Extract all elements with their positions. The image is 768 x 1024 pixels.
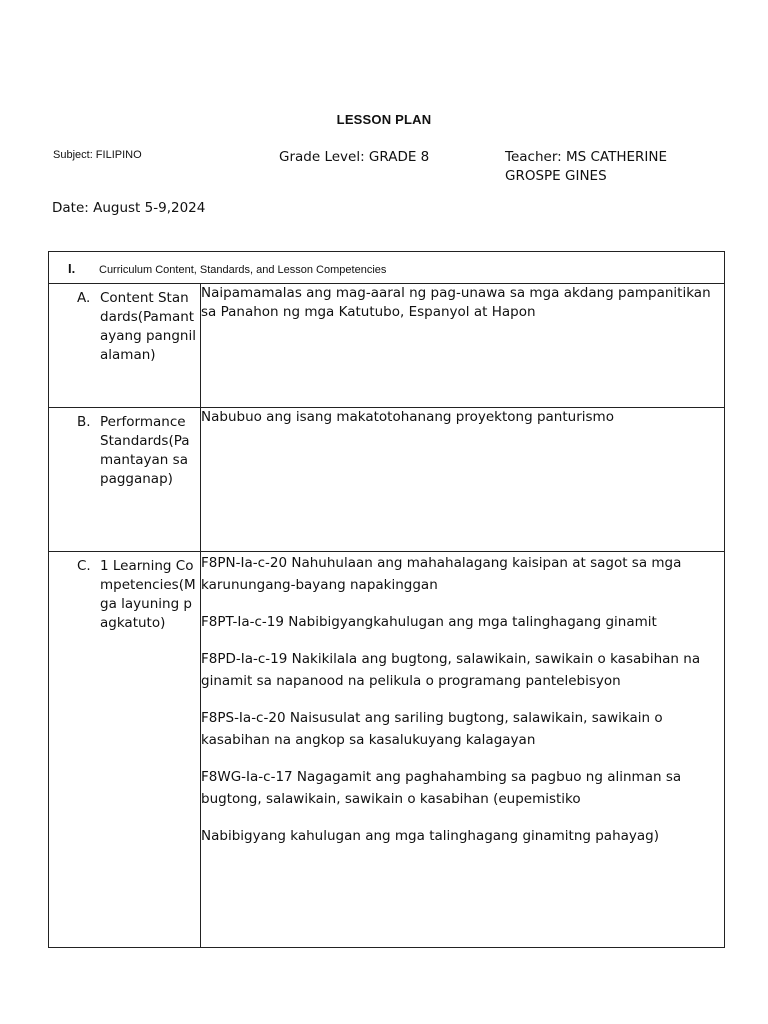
teacher-field: Teacher: MS CATHERINE GROSPE GINES (505, 149, 668, 184)
grade-level-field: Grade Level: GRADE 8 (279, 149, 430, 165)
date-field: Date: August 5-9,2024 (52, 200, 206, 216)
lesson-plan-table (48, 251, 725, 948)
section-heading: Curriculum Content, Standards, and Lesson Competencies (99, 264, 387, 276)
row-letter: C. (77, 558, 91, 574)
row-letter: B. (77, 414, 91, 430)
section-header-row (49, 252, 725, 284)
row-content-cell (201, 552, 725, 948)
document-title: LESSON PLAN (336, 112, 432, 127)
row-content-cell (201, 408, 725, 552)
content-standard-text: Naipamamalas ang mag-aaral ng pag-unawa sa mga akdang pampanitikan sa Panahon ng mga Katutubo, Espanyol at Hapon (201, 285, 711, 320)
table-row (49, 408, 725, 552)
section-numeral: I. (68, 261, 76, 276)
competency-item: F8WG-Ia-c-17 Nagagamit ang paghahambing sa pagbuo ng alinman sa bugtong, salawikain, sawikain o kasabihan (eupemistiko (201, 769, 682, 807)
table-row (49, 284, 725, 408)
row-label: Performance Standards(Pamantayan sa pagganap) (100, 414, 190, 487)
competency-item: F8PT-Ia-c-19 Nabibigyangkahulugan ang mga talinghagang ginamit (201, 614, 657, 630)
row-label-cell (49, 284, 201, 408)
subject-field: Subject: FILIPINO (53, 149, 142, 161)
competency-item: F8PS-Ia-c-20 Naisusulat ang sariling bugtong, salawikain, sawikain o kasabihan na angkop sa kasalukuyang kalagayan (201, 710, 663, 748)
row-label: 1 Learning Competencies(Mga layuning pagkatuto) (100, 558, 196, 631)
competency-item: F8PD-Ia-c-19 Nakikilala ang bugtong, salawikain, sawikain o kasabihan na ginamit sa napanood na pelikula o programang pantelebisyon (201, 651, 701, 689)
competency-item: Nabibigyang kahulugan ang mga talinghagang ginamitng pahayag) (201, 828, 660, 844)
competency-item: F8PN-Ia-c-20 Nahuhulaan ang mahahalagang kaisipan at sagot sa mga karunungang-bayang napakinggan (201, 555, 682, 593)
row-letter: A. (77, 290, 91, 306)
performance-standard-text: Nabubuo ang isang makatotohanang proyektong panturismo (201, 409, 614, 425)
row-label-cell (49, 552, 201, 948)
row-content-cell (201, 284, 725, 408)
row-label-cell (49, 408, 201, 552)
row-label: Content Standards(Pamantayang pangnilalaman) (100, 290, 196, 363)
section-header-cell (49, 252, 725, 284)
table-row (49, 552, 725, 948)
